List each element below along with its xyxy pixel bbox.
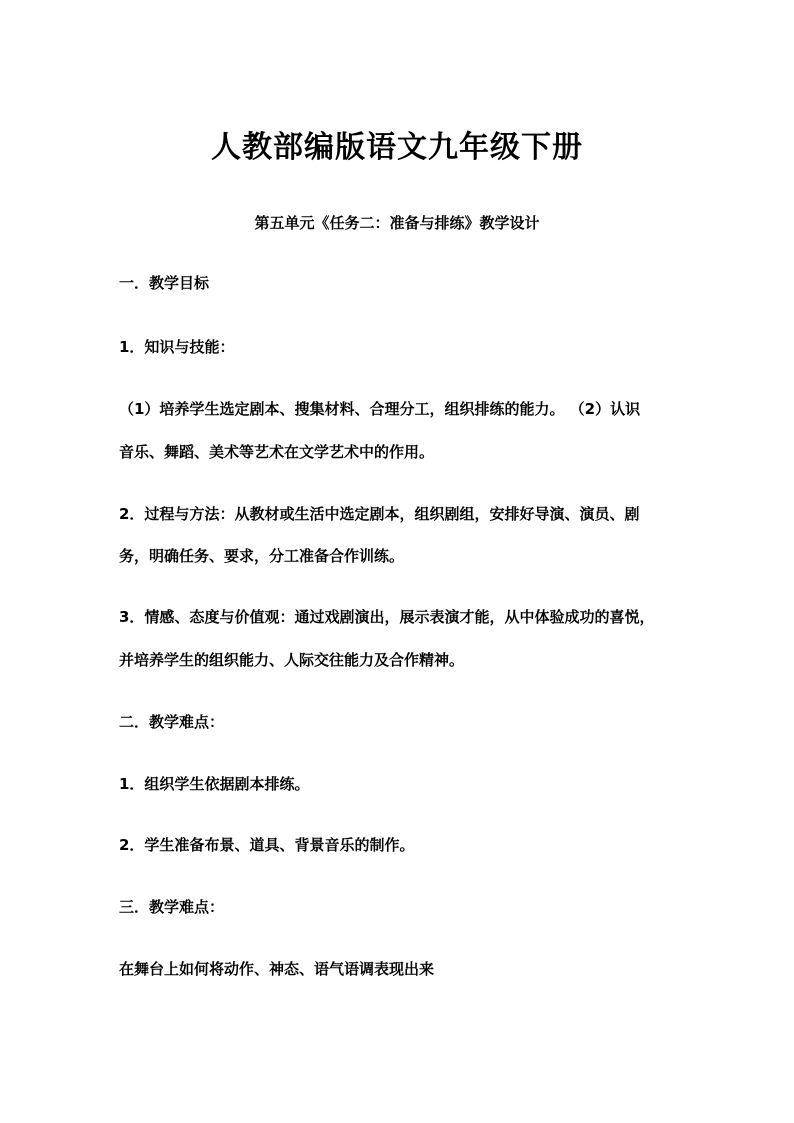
objective-knowledge-heading: 1．知识与技能： xyxy=(119,338,235,356)
paragraph-line: 2．学生准备布景、道具、背景音乐的制作。 xyxy=(119,836,415,854)
paragraph-line: 3．情感、态度与价值观：通过戏剧演出，展示表演才能，从中体验成功的喜悦， xyxy=(119,608,655,626)
paragraph-line: 1．组织学生依据剧本排练。 xyxy=(119,775,310,793)
paragraph-line: 音乐、舞蹈、美术等艺术在文学艺术中的作用。 xyxy=(119,443,435,461)
paragraph-line: 并培养学生的组织能力、人际交往能力及合作精神。 xyxy=(119,651,465,669)
paragraph-line: 2．过程与方法：从教材或生活中选定剧本，组织剧组，安排好导演、演员、剧 xyxy=(119,505,640,523)
document-subtitle: 第五单元《任务二：准备与排练》教学设计 xyxy=(254,214,540,232)
paragraph-line: 在舞台上如何将动作、神态、语气语调表现出来 xyxy=(119,960,435,978)
document-title: 人教部编版语文九年级下册 xyxy=(211,130,583,165)
paragraph-line: （1）培养学生选定剧本、搜集材料、合理分工，组织排练的能力。 （2）认识 xyxy=(119,400,641,418)
section-heading-difficulties-2: 三．教学难点： xyxy=(119,898,225,916)
section-heading-objectives: 一．教学目标 xyxy=(119,274,210,292)
paragraph-line: 务，明确任务、要求，分工准备合作训练。 xyxy=(119,547,405,565)
section-heading-difficulties: 二．教学难点： xyxy=(119,713,225,731)
